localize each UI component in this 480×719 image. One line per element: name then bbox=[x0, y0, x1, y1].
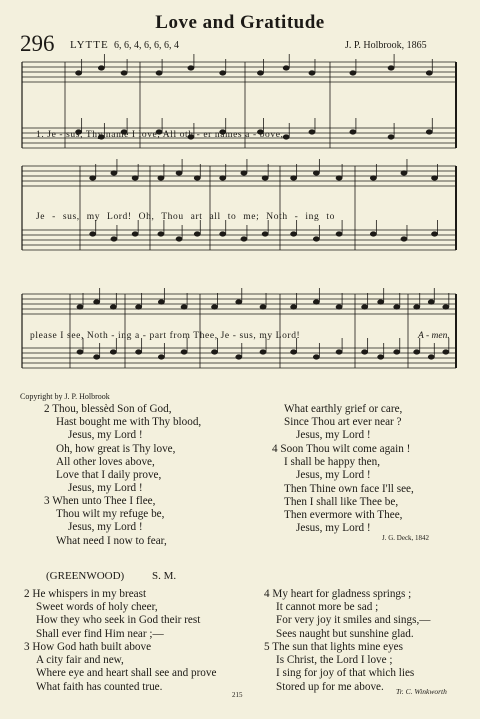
second-meter: S. M. bbox=[152, 570, 177, 582]
verse-3b: 3 How God hath built above A city fair and new, Where eye and heart shall see and prove What faith has counted true. bbox=[24, 641, 217, 693]
author: J. G. Deck, 1842 bbox=[382, 534, 430, 542]
verse-3: 3 When unto Thee I flee, Thou wilt my refuge be, Jesus, my Lord ! What need I now to fear, bbox=[44, 495, 167, 547]
meter: 6, 6, 4, 6, 6, 6, 4 bbox=[114, 40, 179, 51]
copyright: Copyright by J. P. Holbrook bbox=[20, 392, 110, 401]
amen: A - men. bbox=[418, 331, 450, 341]
verse-2: 2 Thou, blessèd Son of God, Hast bought me with Thy blood, Jesus, my Lord ! Oh, how great is Thy love, All other loves above, Love that I daily prove, Jesus, my Lord ! bbox=[44, 403, 202, 495]
verse-5b: 5 The sun that lights mine eyes Is Christ, the Lord I love ; I sing for joy of that which lies Stored up for me above. bbox=[264, 641, 415, 693]
composer: J. P. Holbrook, 1865 bbox=[345, 40, 427, 51]
translator: Tr. C. Winkworth bbox=[396, 687, 447, 696]
tune-name: LYTTE bbox=[70, 39, 109, 51]
page-number: 215 bbox=[232, 691, 243, 699]
second-tune: (GREENWOOD) bbox=[46, 570, 125, 582]
page-title: Love and Gratitude bbox=[155, 12, 325, 33]
hymn-number: 296 bbox=[20, 31, 55, 56]
lyric-line: please I see, Noth - ing a - part from Thee, Je - sus, my Lord! bbox=[30, 331, 301, 341]
verse-2b: 2 He whispers in my breast Sweet words of holy cheer, How they who seek in God their rest Shall ever find Him near ;— bbox=[24, 588, 201, 640]
verse-4: 4 Soon Thou wilt come again ! I shall be happy then, Jesus, my Lord ! Then Thine own face I'll see, Then I shall like Thee be, Then evermore with Thee, Jesus, my Lord ! bbox=[272, 443, 414, 535]
lyric-line: Je - sus, my Lord! Oh, Thou art all to me; Noth - ing to bbox=[36, 212, 335, 222]
verse-3-cont: What earthly grief or care, Since Thou art ever near ? Jesus, my Lord ! bbox=[284, 403, 403, 442]
verse-4b: 4 My heart for gladness springs ; It cannot more be sad ; For very joy it smiles and sings,— Sees naught but sunshine glad. bbox=[264, 588, 431, 640]
lyric-line: 1. Je - sus, Thy name I love, All oth - er names a - bove, bbox=[36, 130, 284, 140]
